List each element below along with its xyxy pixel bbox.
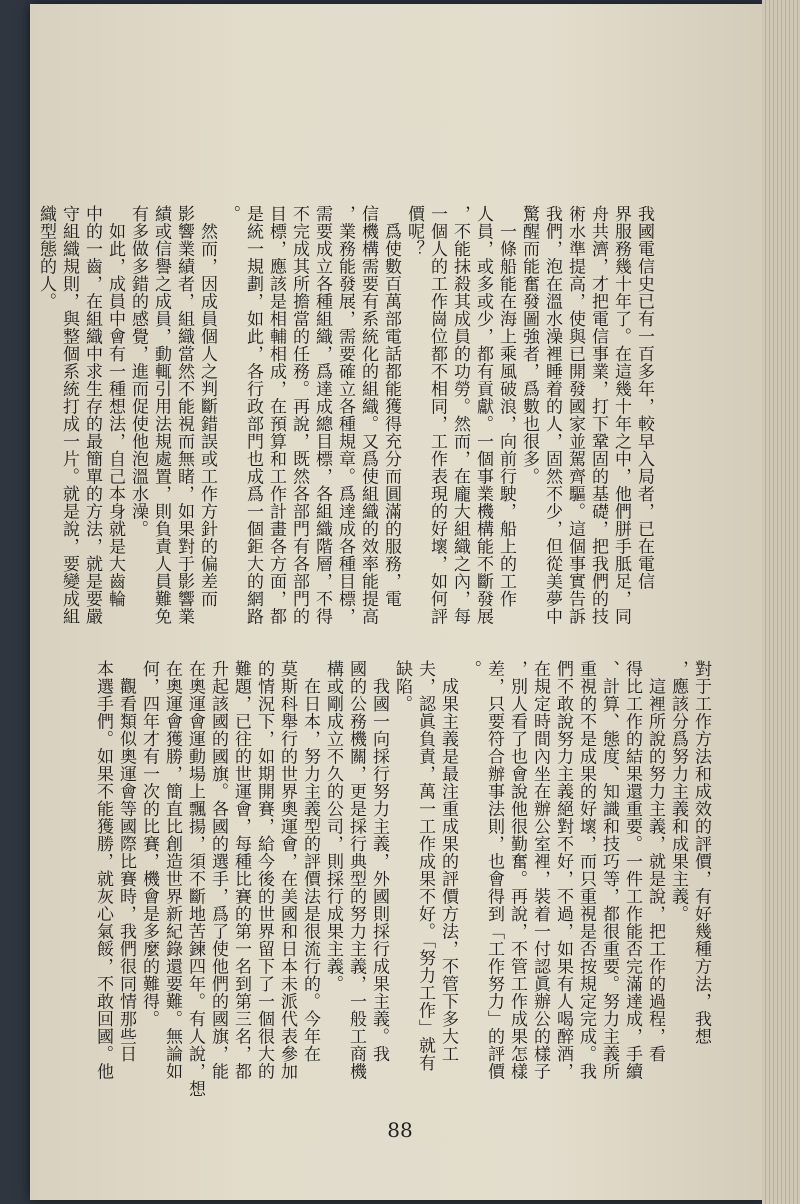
upper-text-block: 我國電信史已有一百多年，較早入局者，已在電信 界服務幾十年了。在這幾十年之中，他們胼手胝足，同 舟共濟，才把電信事業，打下鞏固的基礎，把我們的技 術水準提高，使與已開發國家並駕齊驅。這個事實告訴 我們，泡在溫水澡裡睡着的人，固然不少，但從美夢中 驚醒而能奮發圖強者，爲數也很多。 一條船能在海上乘風破浪，向前行駛，船上的工作 人員，或多或少，都有貢獻。一個事業機構能不斷發展 ，不能抹殺其成員的功勞。然而，在龐大組織之內，每 一個人的工作崗位都不相同，工作表現的好壞，如何評 價呢？ 爲使數百萬部電話都能獲得充分而圓滿的服務，電 信機構需要有系統化的組織。又爲使組織的效率能提高 ，業務能發展，需要確立各種規章。爲達成各種目標， 需要成立各種組織，爲達成總目標，各組織階層，不得 不完成其所擔當的任務。再說，既然各部門有各部門的 目標，應該是相輔相成，在預算和工作計畫各方面，都 是統一規劃，如此，各行政部門也成爲一個鉅大的網路 。 然而，因成員個人之判斷錯誤或工作方針的偏差而 影響業績者，組織當然不能視而無睹，如果對于影響業 績或信譽之成員，動輒引用法規處置，則負責人員難免 有多做多錯的感覺，進而促使他泡溫水澡。 如此，成員中會有一種想法，自己本身就是大齒輪 中的一齒，在組織中求生存的最簡單的方法，就是要嚴 守組織規則，與整個系統打成一片。就是說，要變成組 織型態的人。 bbox=[36, 205, 654, 625]
page-stack-edge bbox=[762, 0, 800, 1204]
page-number: 88 bbox=[387, 1118, 413, 1142]
lower-text-block: 對于工作方法和成效的評價，有好幾種方法，我想 ，應該分爲努力主義和成果主義。 這裡所說的努力主義，就是說，把工作的過程，看 得比工作的結果還重要。一件工作能否完滿達成，手續 、計算、態度、知識和技巧等，都很重要。努力主義所 重視的不是成果的好壞，而只重視是否按規定完成。我 們不敢說努力主義絕對不好，不過，如果有人喝醉酒， 在規定時間內坐在辦公室裡，裝着一付認眞辦公的樣子 ，別人看了也會說他很勤奮。再說，不管工作成果怎樣 差，只要符合辦事法則，也會得到「工作努力」的評價 。 成果主義是最注重成果的評價方法，不管下多大工 夫，認眞負責，萬一工作成果不好。「努力工作」就有 缺陷。 我國一向採行努力主義，外國則採行成果主義。我 國的公務機關，更是採行典型的努力主義，一般工商機 構或剛成立不久的公司，則採行成果主義。 在日本，努力主義型的評價法是很流行的。今年在 莫斯科舉行的世界奧運會，在美國和日本未派代表參加 的情況下，如期開賽，給今後的世界留下了一個很大的 難題，已往的世運會，每種比賽的第一名到第三名，都 升起該國的國旗。各國的選手，爲了使他們的國旗，能 在奧運會運動場上飄揚，須不斷地苦鍊四年。有人說，想 在奧運會獲勝，簡直比創造世界新紀錄還要難。無論如 何，四年才有一次的比賽，機會是多麼的難得。 觀看類似奧運會等國際比賽時，我們很同情那些日 本選手們。如果不能獲勝，就灰心氣餒，不敢回國。他 bbox=[93, 660, 711, 1098]
